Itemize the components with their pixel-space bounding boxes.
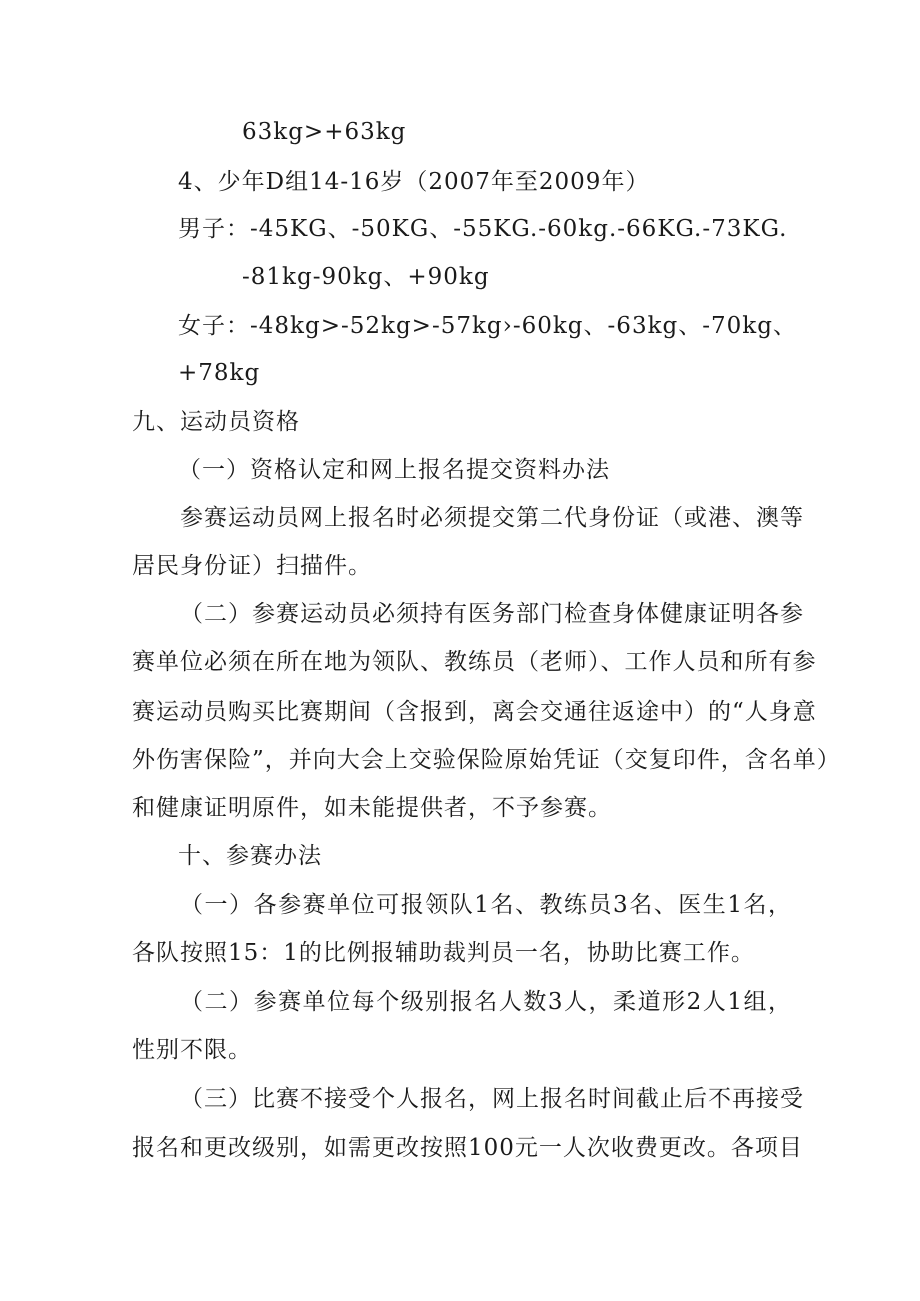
paragraph-line: （一）各参赛单位可报领队1名、教练员3名、医生1名，	[180, 892, 792, 918]
weight-class-line: 63kg>+63kg	[242, 119, 407, 145]
paragraph-line: （二）参赛单位每个级别报名人数3人，柔道形2人1组，	[180, 989, 792, 1015]
subsection-heading: （一）资格认定和网上报名提交资料办法	[178, 457, 610, 483]
male-weight-classes-cont: -81kg-90kg、+90kg	[242, 264, 490, 290]
paragraph-line: 和健康证明原件，如未能提供者，不予参赛。	[132, 795, 612, 821]
section-ten-heading: 十、参赛办法	[178, 843, 322, 869]
male-weight-classes: 男子：-45KG、-50KG、-55KG.-60kg.-66KG.-73KG.	[178, 216, 788, 242]
paragraph-line: （三）比赛不接受个人报名，网上报名时间截止后不再接受	[180, 1086, 804, 1112]
paragraph-line: 外伤害保险”，并向大会上交验保险原始凭证（交复印件，含名单）	[132, 747, 841, 773]
female-weight-classes-cont: +78kg	[178, 360, 261, 386]
paragraph-line: 各队按照15：1的比例报辅助裁判员一名，协助比赛工作。	[132, 940, 755, 966]
female-weight-classes: 女子：-48kg>-52kg>-57kg›-60kg、-63kg、-70kg、	[178, 313, 797, 339]
section-nine-heading: 九、运动员资格	[132, 409, 300, 435]
group-d-heading: 4、少年D组14-16岁（2007年至2009年）	[178, 169, 650, 195]
paragraph-line: 性别不限。	[132, 1037, 252, 1063]
paragraph-line: （二）参赛运动员必须持有医务部门检查身体健康证明各参	[180, 601, 804, 627]
paragraph-line: 参赛运动员网上报名时必须提交第二代身份证（或港、澳等	[180, 505, 804, 531]
paragraph-line: 居民身份证）扫描件。	[132, 553, 372, 579]
paragraph-line: 赛单位必须在所在地为领队、教练员（老师）、工作人员和所有参	[132, 649, 817, 675]
paragraph-line: 报名和更改级别，如需更改按照100元一人次收费更改。各项目	[132, 1135, 803, 1161]
paragraph-line: 赛运动员购买比赛期间（含报到，离会交通往返途中）的“人身意	[132, 699, 817, 725]
